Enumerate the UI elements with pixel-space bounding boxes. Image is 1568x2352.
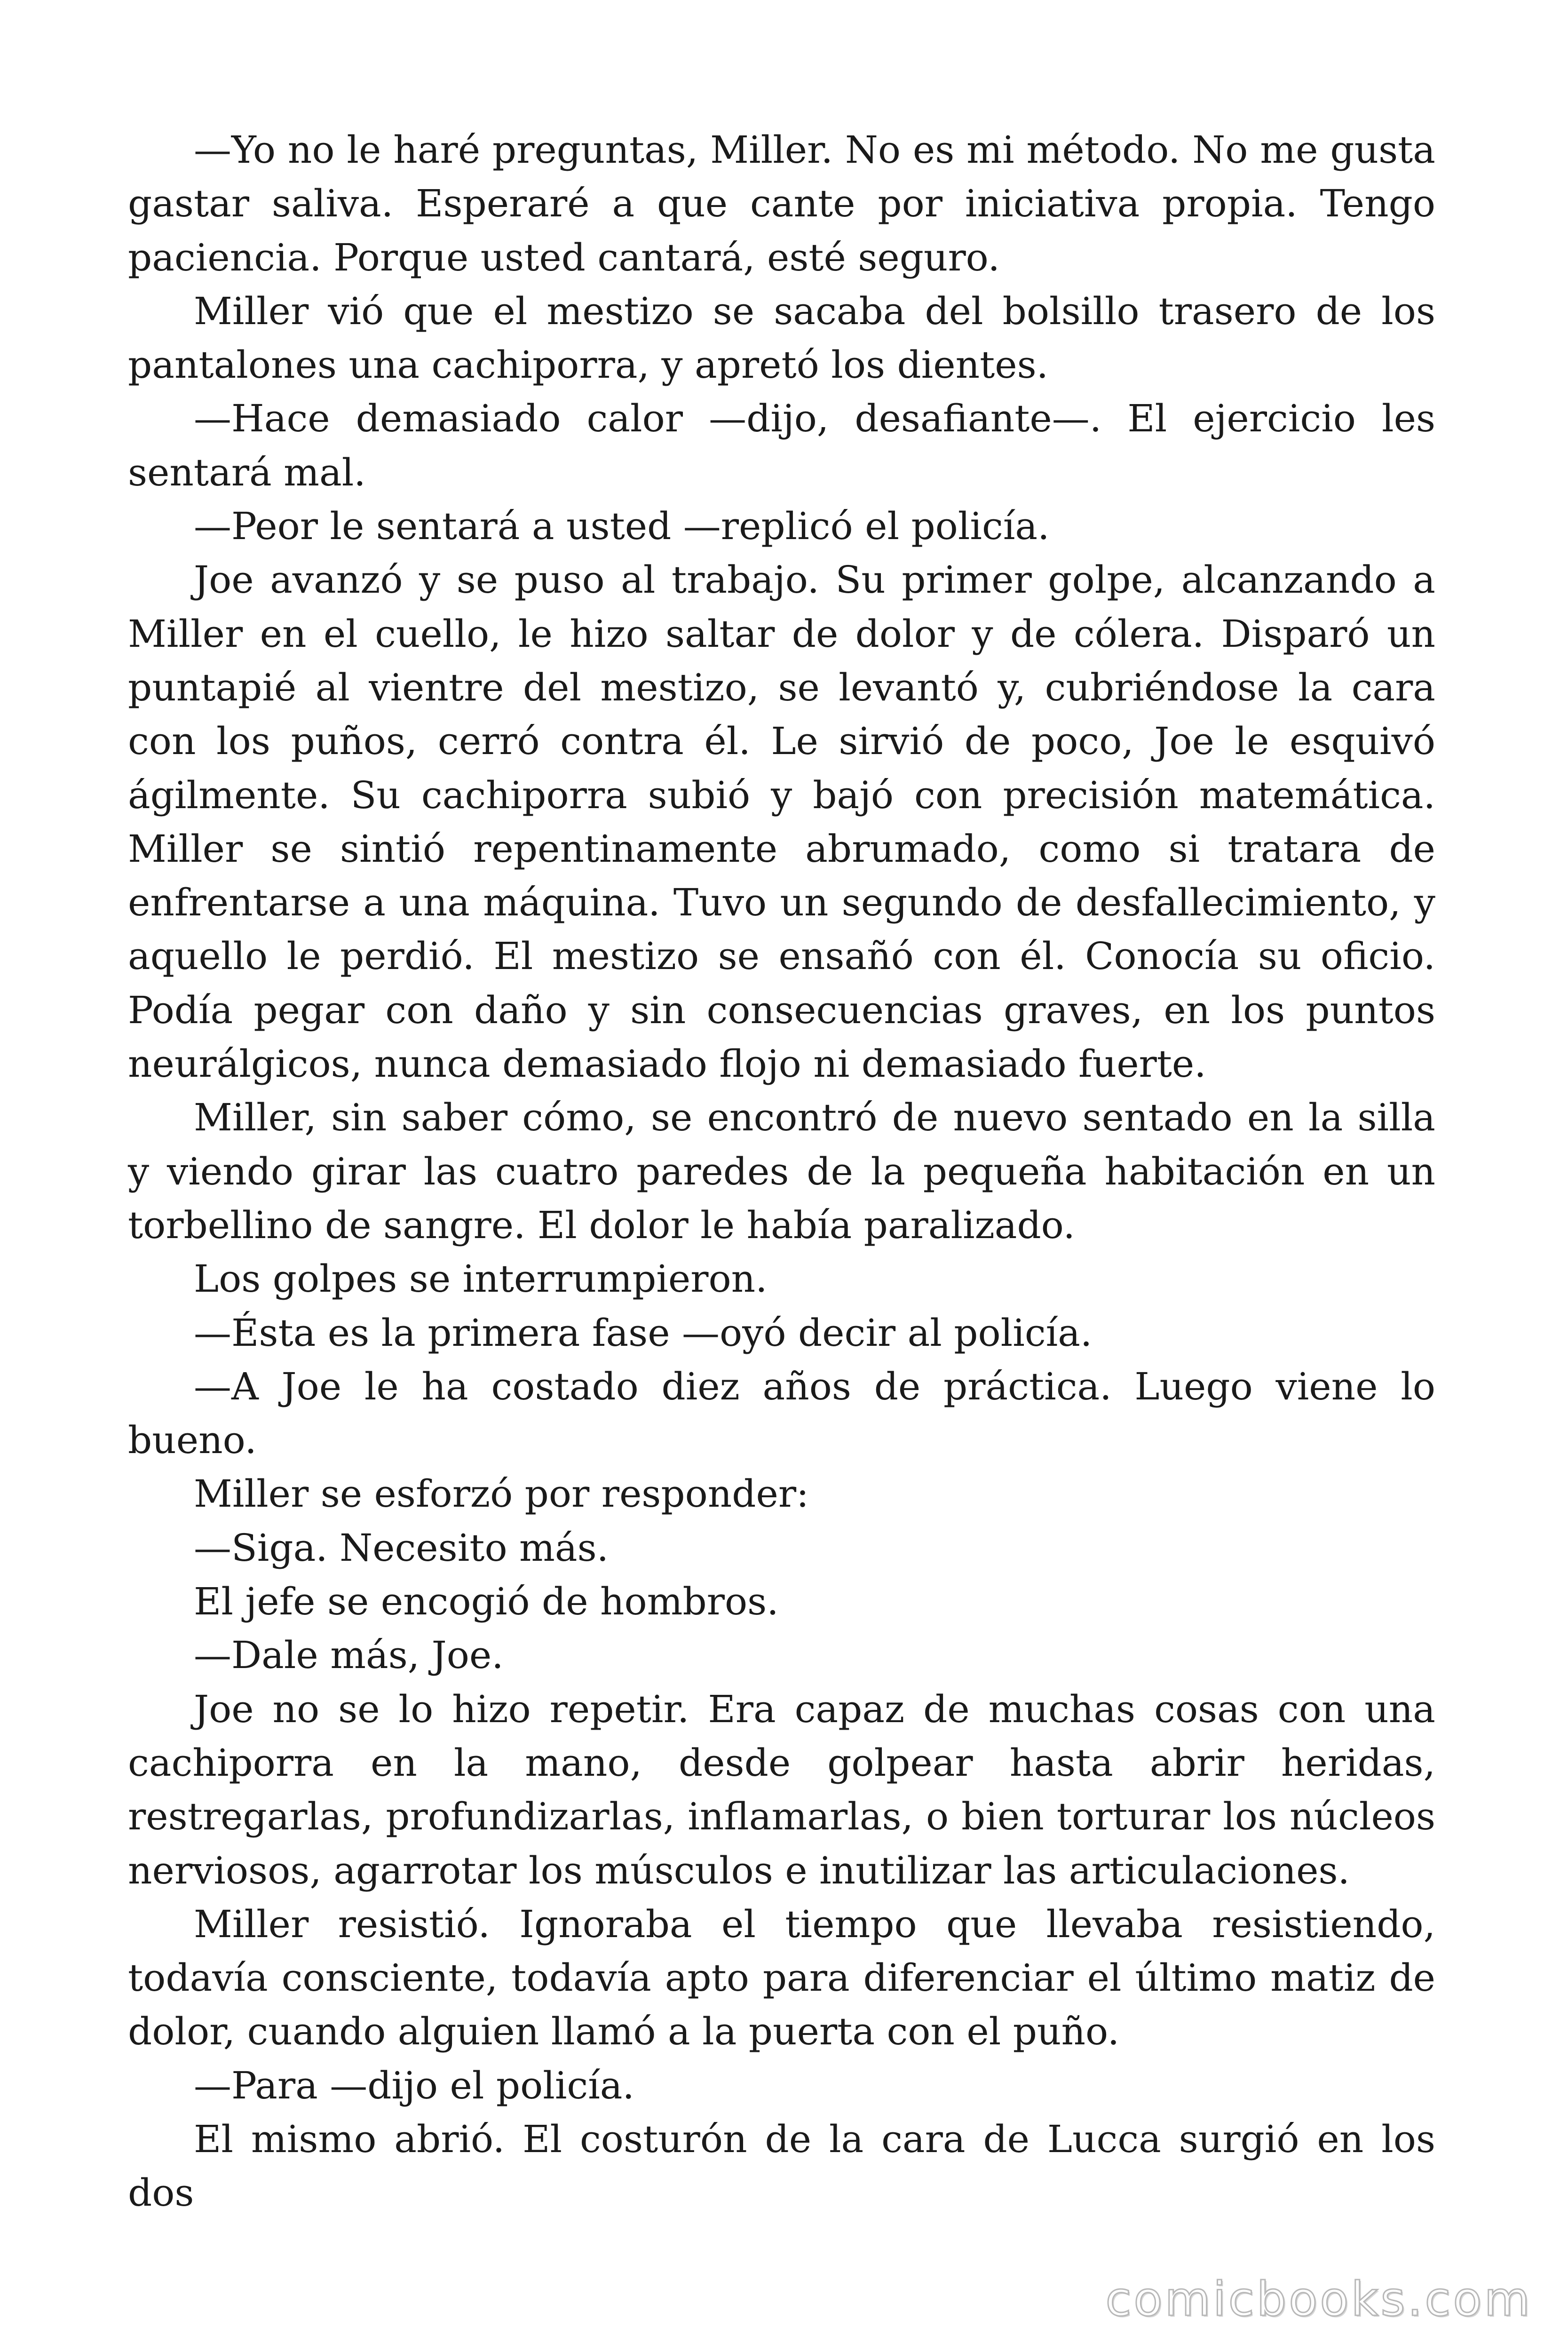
- paragraph: Joe avanzó y se puso al trabajo. Su primer golpe, alcanzando a Miller en el cuello, le hizo saltar de dolor y de cólera. Disparó un puntapié al vientre del mestizo, se levantó y, cubriéndose la cara con los puños, cerró contra él. Le sirvió de poco, Joe le esquivó ágilmente. Su cachiporra subió y bajó con precisión matemática. Miller se sintió repentinamente abrumado, como si tratara de enfrentarse a una máquina. Tuvo un segundo de desfallecimiento, y aquello le perdió. El mestizo se ensañó con él. Conocía su oficio. Podía pegar con daño y sin consecuencias graves, en los puntos neurálgicos, nunca demasiado flojo ni demasiado fuerte.: [128, 558, 1435, 1086]
- body-text: [128, 123, 1435, 2220]
- paragraph-last: El mismo abrió. El costurón de la cara de Lucca surgió en los dos: [128, 2117, 1435, 2215]
- paragraph: —Para —dijo el policía.: [194, 2063, 634, 2107]
- paragraph: —Dale más, Joe.: [194, 1633, 504, 1677]
- paragraph: El jefe se encogió de hombros.: [194, 1580, 779, 1624]
- paragraph: —Hace demasiado calor —dijo, desafiante—. El ejercicio les sentará mal.: [128, 397, 1435, 494]
- paragraph: Joe no se lo hizo repetir. Era capaz de muchas cosas con una cachiporra en la mano, desde golpear hasta abrir heridas, restregarlas, profundizarlas, inflamarlas, o bien torturar los núcleos nerviosos, agarrotar los músculos e inutilizar las articulaciones.: [128, 1687, 1435, 1892]
- paragraph: —Yo no le haré preguntas, Miller. No es mi método. No me gusta gastar saliva. Esperaré a que cante por iniciativa propia. Tengo paciencia. Porque usted cantará, esté seguro.: [128, 128, 1435, 279]
- watermark: comicbooks.com: [1105, 2272, 1532, 2327]
- paragraph: —Peor le sentará a usted —replicó el policía.: [194, 504, 1050, 548]
- paragraph: —A Joe le ha costado diez años de práctica. Luego viene lo bueno.: [128, 1364, 1435, 1462]
- paragraph: Miller, sin saber cómo, se encontró de nuevo sentado en la silla y viendo girar las cuatro paredes de la pequeña habitación en un torbellino de sangre. El dolor le había paralizado.: [128, 1096, 1435, 1247]
- paragraph: Miller se esforzó por responder:: [194, 1472, 809, 1516]
- paragraph: —Siga. Necesito más.: [194, 1526, 609, 1570]
- paragraph: —Ésta es la primera fase —oyó decir al policía.: [194, 1311, 1093, 1355]
- paragraph: Miller vió que el mestizo se sacaba del bolsillo trasero de los pantalones una cachiporra, y apretó los dientes.: [128, 289, 1435, 387]
- paragraph: Miller resistió. Ignoraba el tiempo que llevaba resistiendo, todavía consciente, todavía apto para diferenciar el último matiz de dolor, cuando alguien llamó a la puerta con el puño.: [128, 1902, 1435, 2054]
- paragraph: Los golpes se interrumpieron.: [194, 1257, 768, 1301]
